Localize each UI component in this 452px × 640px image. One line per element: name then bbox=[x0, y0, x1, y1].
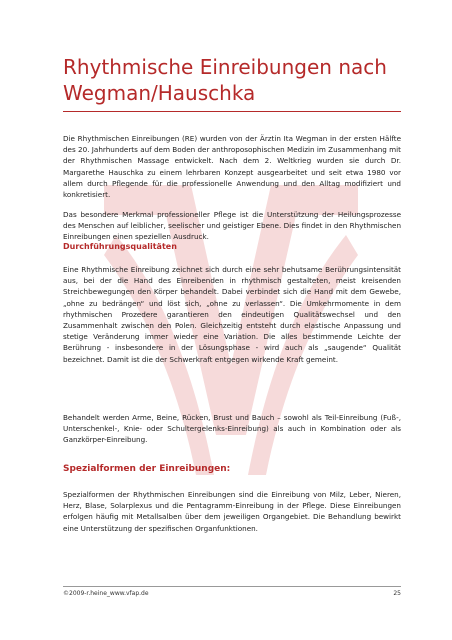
paragraph-intro: Die Rhythmischen Einreibungen (RE) wurden von der Ärztin Ita Wegman in der ersten Hälfte des 20. Jahrhunderts auf dem Boden der anthroposophischen Medizin im Zusammenhang mit der Rhythmischen Massage entwickelt. Nach dem 2. Weltkrieg wurden sie durch Dr. Margarethe Hauschka zu einem lehrbaren Konzept ausgearbeitet und seit etwa 1980 vor allem durch Pflegende für die professionelle Anwendung und den Alltag modifiziert und konkretisiert. bbox=[63, 134, 401, 200]
footer-divider bbox=[63, 586, 401, 587]
heading-quality: Durchführungsqualitäten bbox=[63, 242, 177, 251]
page-number: 25 bbox=[393, 590, 401, 597]
paragraph-quality: Eine Rhythmische Einreibung zeichnet sich durch eine sehr behutsame Berührungsintensität aus, bei der die Hand des Einreibenden in rhythmisch gestalteten, meist kreisenden Streichbewegungen den Körper behandelt. Dabei verbindet sich die Hand mit dem Gewebe, „ohne zu bedrängen“ und löst sich, „ohne zu verlassen“. Die Umkehrmomente in dem rhythmischen Prozedere garantieren den eindeutigen Qualitätswechsel und den Zusammenhalt zwischen den Polen. Gleichzeitig entsteht durch elastische Anpassung und stetige Veränderung immer wieder eine Variation. Die alles bestimmende Leichte der Berührung - insbesondere in der Lösungsphase - wird auch als „saugende“ Qualität bezeichnet. Damit ist die der Schwerkraft entgegen wirkende Kraft gemeint. bbox=[63, 265, 401, 364]
paragraph-feature: Das besondere Merkmal professioneller Pflege ist die Unterstützung der Heilungsprozesse des Menschen auf leiblicher, seelischer und geistiger Ebene. Dies findet in den Rhythmischen Einreibungen einen speziellen Ausdruck. bbox=[63, 210, 401, 242]
footer-copyright: ©2009-r.heine_www.vfap.de bbox=[63, 590, 149, 597]
page-title: Rhythmische Einreibungen nach Wegman/Hauschka bbox=[63, 55, 387, 105]
title-divider bbox=[63, 111, 401, 112]
heading-special-forms: Spezialformen der Einreibungen: bbox=[63, 464, 231, 474]
paragraph-treated-areas: Behandelt werden Arme, Beine, Rücken, Brust und Bauch – sowohl als Teil-Einreibung (Fuß-, Unterschenkel-, Knie- oder Schultergelenks-Einreibung) als auch in Kombination oder als Ganzkörper-Einreibung. bbox=[63, 413, 401, 445]
paragraph-special-forms: Spezialformen der Rhythmischen Einreibungen sind die Einreibung von Milz, Leber, Nieren, Herz, Blase, Solarplexus und die Pentagramm-Einreibung in der Pflege. Diese Einreibungen erfolgen häufig mit Metallsalben über dem jeweiligen Organgebiet. Die Behandlung bewirkt eine Unterstützung der spezifischen Organfunktionen. bbox=[63, 490, 401, 533]
